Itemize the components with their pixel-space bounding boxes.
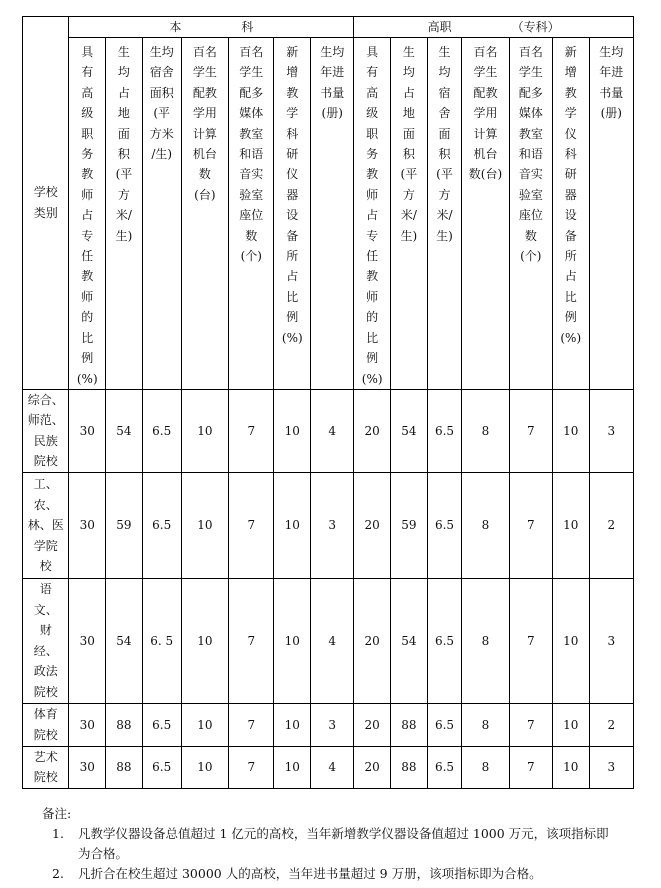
col-header-text: (平 [436, 167, 453, 182]
value-cell: 10 [274, 746, 311, 788]
school-type-text: 院校 [33, 770, 58, 785]
col-header-text: 学生 [518, 65, 543, 80]
col-header-text: 师 [81, 289, 94, 304]
col-header-text: 生均 [149, 45, 174, 59]
col-header-lines [182, 42, 228, 205]
col-header-text: (平 [400, 167, 418, 182]
col-header-text: 例 [81, 351, 94, 366]
col-header-text: 均 [438, 65, 451, 80]
col-header-text: 方 [438, 187, 451, 202]
col-header-text: 师 [81, 187, 94, 202]
col-header-text: /生) [151, 147, 173, 162]
col-header-text: 有 [81, 65, 94, 80]
school-type-text: 院校 [33, 727, 58, 742]
value-cell: 88 [391, 703, 428, 746]
col-header-text: (个) [240, 249, 262, 264]
col-header-4 [229, 38, 274, 390]
col-header-text: 职 [366, 126, 379, 141]
value-cell: 30 [69, 472, 106, 578]
col-header-2 [142, 38, 181, 390]
table-row [23, 472, 634, 578]
col-header-text: 学用 [473, 106, 498, 121]
col-header-text: 积 [117, 147, 130, 162]
col-header-text: 米/ [115, 208, 132, 223]
col-header-text: 师 [366, 187, 379, 202]
col-header-lines [590, 42, 633, 124]
table-row [23, 389, 634, 472]
value-cell: 3 [589, 746, 633, 788]
col-header-text: 验室 [518, 187, 543, 202]
col-header-text: 教 [286, 85, 299, 100]
col-header-text: 新 [286, 45, 299, 59]
col-header-text: 机台 [192, 147, 217, 162]
col-header-text: 媒体 [239, 106, 264, 121]
school-type-text: 民族 [33, 433, 58, 448]
value-cell: 6.5 [427, 703, 462, 746]
col-header-text: 积 [402, 147, 415, 162]
value-cell: 6.5 [427, 472, 462, 578]
col-header-text: 有 [366, 65, 379, 80]
value-cell: 6. 5 [142, 578, 181, 703]
value-cell: 4 [311, 578, 354, 703]
note-number: 1. [52, 826, 64, 841]
value-cell: 7 [509, 472, 552, 578]
col-header-text: 研 [286, 147, 299, 162]
standards-table [22, 16, 634, 789]
col-header-text: 生 [438, 45, 451, 59]
note-number: 2. [52, 866, 64, 881]
col-header-text: 配教 [473, 85, 498, 100]
value-cell: 3 [311, 472, 354, 578]
school-type-cell [23, 389, 69, 472]
col-header-text: 的 [81, 310, 94, 325]
col-header-text: 占 [117, 85, 130, 100]
value-cell: 10 [181, 472, 228, 578]
note-text-cont: 为合格。 [78, 846, 129, 861]
value-cell: 30 [69, 746, 106, 788]
col-header-text: 科 [564, 147, 577, 162]
col-header-text: 百名 [192, 45, 217, 59]
col-header-text: 高 [81, 85, 94, 100]
col-header-text: 生均 [320, 45, 345, 59]
col-header-text: 和语 [518, 147, 543, 162]
col-header-lines [311, 42, 353, 124]
value-cell: 54 [391, 578, 428, 703]
value-cell: 6.5 [142, 746, 181, 788]
school-type-header-line: 类别 [33, 205, 58, 220]
col-header-text: 面 [438, 126, 451, 141]
undergrad-group-label-b: 科 [241, 20, 254, 34]
school-type-text: 文、 [33, 602, 58, 617]
col-header-5 [274, 38, 311, 390]
value-cell: 20 [354, 472, 391, 578]
col-header-text: 具 [366, 45, 379, 59]
col-header-text: 数(台) [468, 167, 503, 182]
col-header-1 [106, 38, 143, 390]
col-header-12 [552, 38, 589, 390]
notes-title: 备注: [42, 806, 72, 821]
col-header-text: 米/ [436, 208, 453, 223]
col-header-text: 师 [366, 289, 379, 304]
value-cell: 54 [106, 578, 143, 703]
school-type-text: 院校 [33, 684, 58, 699]
col-header-text: 科 [286, 126, 299, 141]
group-header-row [23, 17, 634, 38]
col-header-text: 教 [366, 167, 379, 182]
value-cell: 88 [391, 746, 428, 788]
vocational-group-label-b: （专科） [511, 20, 560, 34]
value-cell: 8 [462, 578, 509, 703]
school-type-text: 学院 [33, 538, 58, 553]
col-header-text: 机台 [473, 147, 498, 162]
col-header-text: 占 [402, 85, 415, 100]
school-type-text: 艺术 [33, 749, 58, 764]
value-cell: 7 [229, 578, 274, 703]
col-header-text: 宿舍 [149, 65, 174, 80]
value-cell: 10 [274, 578, 311, 703]
col-header-text: 均 [117, 65, 130, 80]
col-header-text: 比 [81, 330, 94, 345]
col-header-text: 积 [438, 147, 451, 162]
value-cell: 7 [229, 703, 274, 746]
value-cell: 10 [552, 578, 589, 703]
table-row [23, 746, 634, 788]
col-header-lines [274, 42, 310, 348]
col-header-text: 器 [564, 187, 577, 202]
col-header-text: 专 [81, 228, 94, 243]
col-header-text: 宿 [438, 85, 451, 100]
col-header-text: 学用 [192, 106, 217, 121]
col-header-text: 方 [402, 187, 415, 202]
col-header-lines [106, 42, 142, 246]
value-cell: 88 [106, 746, 143, 788]
value-cell: 8 [462, 472, 509, 578]
value-cell: 6.5 [142, 472, 181, 578]
col-header-text: 例 [366, 351, 379, 366]
col-header-text: (%) [560, 330, 582, 345]
col-header-text: 书量 [320, 85, 345, 100]
value-cell: 2 [589, 472, 633, 578]
col-header-text: 百名 [473, 45, 498, 59]
notes-section [38, 804, 638, 884]
table-row [23, 578, 634, 703]
col-header-text: 务 [81, 147, 94, 162]
col-header-text: 增 [564, 65, 577, 80]
value-cell: 59 [391, 472, 428, 578]
col-header-text: 占 [81, 208, 94, 223]
col-header-text: 方 [117, 187, 130, 202]
col-header-lines [143, 42, 181, 164]
value-cell: 10 [181, 578, 228, 703]
col-header-11 [509, 38, 552, 390]
school-type-header-line: 学校 [33, 185, 58, 200]
col-header-text: 面积 [149, 85, 174, 100]
col-header-text: (平 [153, 106, 171, 121]
col-header-text: 生 [117, 45, 130, 59]
value-cell: 10 [552, 472, 589, 578]
col-header-lines [391, 42, 427, 246]
col-header-text: 配多 [518, 85, 543, 100]
vocational-group-header [354, 17, 634, 38]
value-cell: 30 [69, 703, 106, 746]
col-header-text: 务 [366, 147, 379, 162]
col-header-text: 媒体 [518, 106, 543, 121]
school-type-text: 师范、 [27, 413, 64, 428]
col-header-text: 生 [402, 45, 415, 59]
col-header-text: 学生 [239, 65, 264, 80]
value-cell: 10 [274, 389, 311, 472]
col-header-text: 仪 [286, 167, 299, 182]
school-type-cell [23, 578, 69, 703]
value-cell: 30 [69, 389, 106, 472]
col-header-text: 面 [117, 126, 130, 141]
note-item-2 [38, 864, 638, 884]
col-header-text: 地 [117, 106, 130, 121]
col-header-13 [589, 38, 633, 390]
col-header-text: 新 [564, 45, 577, 59]
note-text: 凡教学仪器设备总值超过 1 亿元的高校，当年新增教学仪器设备值超过 1000 万元，该项指标即 [78, 826, 609, 841]
col-header-text: 教 [81, 167, 94, 182]
col-header-text: (%) [361, 371, 383, 386]
column-header-row [23, 38, 634, 390]
col-header-text: 书量 [599, 85, 624, 100]
col-header-lines [510, 42, 552, 266]
col-header-text: 米/ [400, 208, 417, 223]
school-type-text: 校 [39, 559, 52, 574]
col-header-text: (册) [321, 106, 343, 121]
col-header-text: 教 [366, 269, 379, 284]
col-header-text: 占 [286, 269, 299, 284]
value-cell: 3 [589, 578, 633, 703]
school-type-text: 语 [39, 582, 52, 597]
col-header-text: 例 [286, 310, 299, 325]
col-header-text: 教室 [518, 126, 543, 141]
note-text: 凡折合在校生超过 30000 人的高校，当年进书量超过 9 万册，该项指标即为合格。 [78, 866, 542, 881]
col-header-text: 占 [564, 269, 577, 284]
col-header-lines [462, 42, 508, 185]
col-header-text: 百名 [239, 45, 264, 59]
col-header-text: 级 [81, 106, 94, 121]
col-header-lines [69, 42, 105, 389]
value-cell: 10 [552, 703, 589, 746]
col-header-text: 备 [564, 228, 577, 243]
col-header-text: 年进 [320, 65, 345, 80]
value-cell: 4 [311, 746, 354, 788]
col-header-text: 生) [400, 228, 418, 243]
value-cell: 88 [106, 703, 143, 746]
value-cell: 20 [354, 703, 391, 746]
col-header-text: 教 [564, 85, 577, 100]
value-cell: 2 [589, 703, 633, 746]
col-header-9 [427, 38, 462, 390]
col-header-text: 高 [366, 85, 379, 100]
col-header-text: 级 [366, 106, 379, 121]
col-header-text: 百名 [518, 45, 543, 59]
col-header-text: 均 [402, 65, 415, 80]
value-cell: 7 [229, 746, 274, 788]
col-header-lines [553, 42, 589, 348]
col-header-text: 配多 [239, 85, 264, 100]
col-header-text: 具 [81, 45, 94, 59]
school-type-text: 政法 [33, 664, 58, 679]
value-cell: 6.5 [142, 389, 181, 472]
value-cell: 10 [274, 472, 311, 578]
value-cell: 59 [106, 472, 143, 578]
school-type-text: 院校 [33, 454, 58, 469]
col-header-text: (%) [76, 371, 98, 386]
col-header-text: 任 [81, 249, 94, 264]
col-header-text: 座位 [518, 208, 543, 223]
col-header-text: 专 [366, 228, 379, 243]
col-header-text: 占 [366, 208, 379, 223]
value-cell: 10 [274, 703, 311, 746]
value-cell: 3 [311, 703, 354, 746]
value-cell: 10 [181, 389, 228, 472]
value-cell: 10 [552, 746, 589, 788]
value-cell: 54 [391, 389, 428, 472]
col-header-lines [428, 42, 462, 246]
col-header-text: 生均 [599, 45, 624, 59]
col-header-text: 和语 [239, 147, 264, 162]
col-header-0 [69, 38, 106, 390]
value-cell: 4 [311, 389, 354, 472]
col-header-text: 教室 [239, 126, 264, 141]
value-cell: 8 [462, 703, 509, 746]
col-header-text: 比 [286, 289, 299, 304]
school-type-text: 财 [39, 623, 52, 638]
school-type-text: 林、医 [27, 518, 64, 533]
col-header-text: 职 [81, 126, 94, 141]
value-cell: 6.5 [142, 703, 181, 746]
col-header-7 [354, 38, 391, 390]
value-cell: 54 [106, 389, 143, 472]
col-header-3 [181, 38, 228, 390]
table-row [23, 703, 634, 746]
col-header-text: 器 [286, 187, 299, 202]
col-header-text: 年进 [599, 65, 624, 80]
col-header-text: 备 [286, 228, 299, 243]
col-header-text: 学 [286, 106, 299, 121]
col-header-text: 的 [366, 310, 379, 325]
value-cell: 7 [229, 389, 274, 472]
undergrad-group-label-a: 本 [169, 20, 182, 34]
value-cell: 7 [509, 578, 552, 703]
col-header-6 [311, 38, 354, 390]
value-cell: 7 [509, 746, 552, 788]
col-header-text: 地 [402, 106, 415, 121]
col-header-text: 学生 [473, 65, 498, 80]
col-header-text: 方米 [149, 126, 174, 141]
note-item-1 [38, 824, 638, 864]
value-cell: 6.5 [427, 578, 462, 703]
school-type-cell [23, 703, 69, 746]
vocational-group-label-a: 高职 [427, 20, 452, 34]
value-cell: 7 [509, 703, 552, 746]
value-cell: 3 [589, 389, 633, 472]
col-header-text: 计算 [192, 126, 217, 141]
col-header-text: (个) [520, 249, 542, 264]
col-header-text: 面 [402, 126, 415, 141]
col-header-text: 设 [564, 208, 577, 223]
school-type-text: 体育 [33, 707, 58, 722]
col-header-text: 数 [524, 228, 537, 243]
col-header-text: 配教 [192, 85, 217, 100]
value-cell: 30 [69, 578, 106, 703]
col-header-text: 比 [366, 330, 379, 345]
school-type-text: 综合、 [27, 392, 64, 407]
col-header-text: 研 [564, 167, 577, 182]
undergrad-group-header [69, 17, 354, 38]
school-type-text: 工、 [33, 477, 58, 492]
col-header-lines [229, 42, 273, 266]
col-header-text: (台) [194, 187, 216, 202]
col-header-lines [354, 42, 390, 389]
col-header-text: 座位 [239, 208, 264, 223]
school-type-cell [23, 472, 69, 578]
col-header-8 [391, 38, 428, 390]
school-type-text: 经、 [33, 643, 58, 658]
value-cell: 6.5 [427, 746, 462, 788]
col-header-text: 数 [198, 167, 211, 182]
value-cell: 10 [552, 389, 589, 472]
value-cell: 8 [462, 746, 509, 788]
col-header-text: 学 [564, 106, 577, 121]
value-cell: 7 [229, 472, 274, 578]
col-header-text: 所 [564, 249, 577, 264]
col-header-text: 比 [564, 289, 577, 304]
school-type-cell [23, 746, 69, 788]
school-type-header [23, 17, 69, 390]
col-header-10 [462, 38, 509, 390]
col-header-text: 例 [564, 310, 577, 325]
value-cell: 10 [181, 746, 228, 788]
value-cell: 10 [181, 703, 228, 746]
col-header-text: 音实 [518, 167, 543, 182]
school-type-text: 农、 [33, 497, 58, 512]
col-header-text: (册) [600, 106, 622, 121]
value-cell: 8 [462, 389, 509, 472]
col-header-text: 舍 [438, 106, 451, 121]
value-cell: 20 [354, 578, 391, 703]
value-cell: 6.5 [427, 389, 462, 472]
col-header-text: 生) [436, 228, 453, 243]
col-header-text: 仪 [564, 126, 577, 141]
col-header-text: 所 [286, 249, 299, 264]
col-header-text: 数 [245, 228, 258, 243]
col-header-text: 教 [81, 269, 94, 284]
col-header-text: 音实 [239, 167, 264, 182]
col-header-text: 生) [115, 228, 133, 243]
col-header-text: 增 [286, 65, 299, 80]
col-header-text: 学生 [192, 65, 217, 80]
value-cell: 20 [354, 746, 391, 788]
value-cell: 20 [354, 389, 391, 472]
col-header-text: 任 [366, 249, 379, 264]
value-cell: 7 [509, 389, 552, 472]
col-header-text: 计算 [473, 126, 498, 141]
col-header-text: 验室 [239, 187, 264, 202]
col-header-text: (平 [115, 167, 133, 182]
col-header-text: 设 [286, 208, 299, 223]
col-header-text: (%) [281, 330, 303, 345]
